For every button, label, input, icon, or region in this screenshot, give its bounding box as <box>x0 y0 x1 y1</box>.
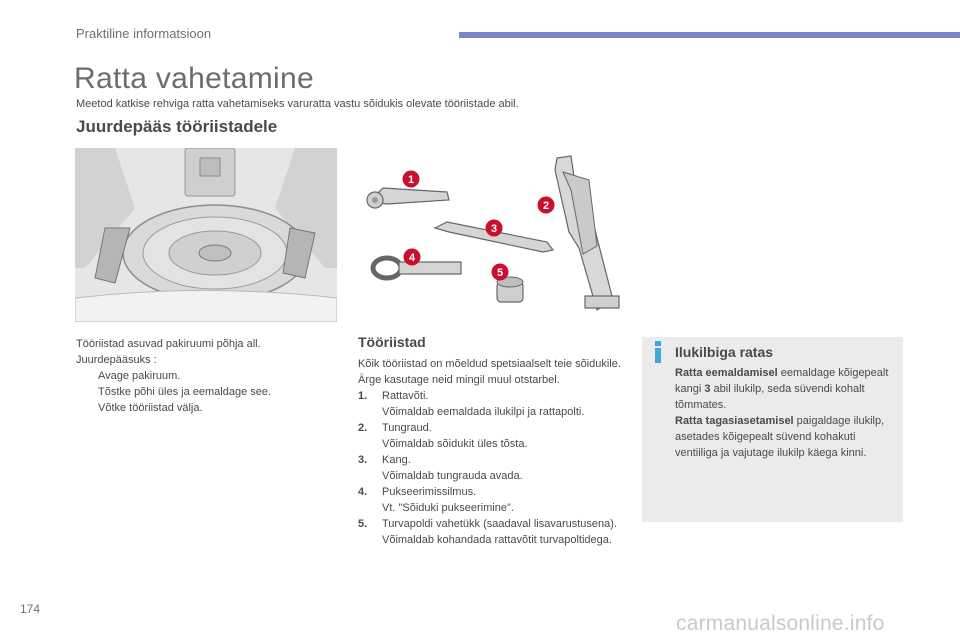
bullet-icon <box>76 384 98 400</box>
svg-text:5: 5 <box>496 267 504 279</box>
watermark: carmanualsonline.info <box>676 612 885 635</box>
info-box-heading: Ilukilbiga ratas <box>675 344 774 360</box>
section-label: Praktiline informatsioon <box>76 26 212 41</box>
access-intro: Tööriistad asuvad pakiruumi põhja all. <box>76 338 261 350</box>
access-instructions <box>76 336 336 416</box>
bullet-icon <box>76 368 98 384</box>
access-label: Juurdepääsuks : <box>76 354 157 366</box>
tool-badge-4 <box>404 249 421 266</box>
svg-text:4: 4 <box>408 252 416 264</box>
tool-item-5: 5. Turvapoldi vahetükk (saadaval lisavarustusena). Võimaldab kohandada rattavõtit turvapoltidega. <box>358 518 617 546</box>
tool-item-1: 1. Rattavõti. Võimaldab eemaldada ilukilpi ja rattapolti. <box>358 390 585 418</box>
section-heading: Juurdepääs tööriistadele <box>76 117 278 136</box>
header-accent-bar <box>459 32 960 38</box>
tool-badge-5 <box>492 264 509 281</box>
list-item: Võtke tööriistad välja. <box>76 400 336 416</box>
info-box-body: Ratta eemaldamisel eemaldage kõigepealt kangi 3 abil ilukilp, seda süvendi kohalt tõmmates. Ratta tagasiasetamisel paigaldage ilukilp, asetades kõigepealt süvend kohakuti ventiiliga ja vajutage ilukilp käega kinni. <box>675 367 889 459</box>
tool-badge-1 <box>403 171 420 188</box>
tool-item-4: 4. Pukseerimissilmus. Vt. "Sõiduki pukseerimine". <box>358 486 514 514</box>
tool-badge-3 <box>486 220 503 237</box>
tools-intro: Kõik tööriistad on mõeldud spetsiaalselt teie sõidukile. Ärge kasutage neid mingil muul otstarbel. <box>358 358 621 386</box>
tool-item-2: 2. Tungraud. Võimaldab sõidukit üles tõsta. <box>358 422 528 450</box>
bullet-icon <box>76 400 98 416</box>
info-icon <box>652 341 664 363</box>
tool-item-3: 3. Kang. Võimaldab tungrauda avada. <box>358 454 523 482</box>
page-number: 174 <box>20 602 41 616</box>
tools-section <box>358 334 628 548</box>
tools-heading: Tööriistad <box>358 334 426 350</box>
info-box <box>642 337 903 522</box>
trunk-spare-wheel-photo <box>75 148 337 322</box>
svg-text:3: 3 <box>490 223 498 235</box>
tool-badge-2 <box>538 197 555 214</box>
page-subtitle: Meetod katkise rehviga ratta vahetamiseks varuratta vastu sõidukis olevate tööriistade abil. <box>76 98 519 110</box>
svg-text:2: 2 <box>542 200 550 212</box>
list-item: Avage pakiruum. <box>76 368 336 384</box>
tools-illustration <box>357 150 620 320</box>
page-title: Ratta vahetamine <box>74 62 314 95</box>
list-item: Tõstke põhi üles ja eemaldage see. <box>76 384 336 400</box>
svg-text:1: 1 <box>407 174 415 186</box>
